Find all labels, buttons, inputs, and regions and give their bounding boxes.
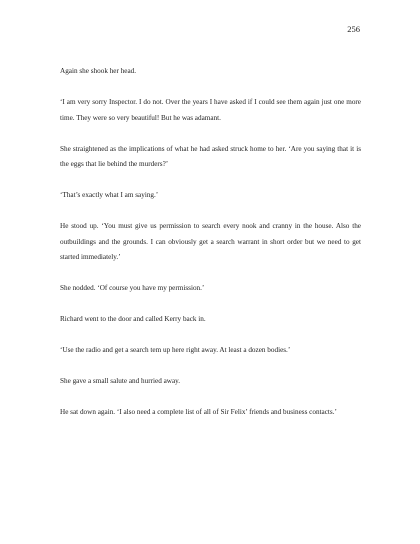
paragraph: He sat down again. ‘I also need a complete list of all of Sir Felix’ friends and business contacts.’: [60, 408, 337, 416]
body-text: [60, 64, 361, 436]
paragraph: She straightened as the implications of what he had asked struck home to her. ‘Are you saying that it is the eggs that lie behind the murders?’: [60, 144, 361, 168]
page-number: 256: [347, 24, 360, 34]
paragraph: She gave a small salute and hurried away.: [60, 377, 181, 385]
paragraph: Richard went to the door and called Kerry back in.: [60, 315, 206, 323]
paragraph: ‘That’s exactly what I am saying.’: [60, 191, 159, 199]
paragraph: He stood up. ‘You must give us permission to search every nook and cranny in the house. Also the outbuildings and the grounds. I can obviously get a search warrant in short order but we need to get started immediately.’: [60, 222, 361, 261]
paragraph: ‘Use the radio and get a search tem up here right away. At least a dozen bodies.’: [60, 346, 291, 354]
paragraph: Again she shook her head.: [60, 67, 137, 75]
paragraph: She nodded. ‘Of course you have my permission.’: [60, 284, 205, 292]
paragraph: ‘I am very sorry Inspector. I do not. Over the years I have asked if I could see them again just one more time. They were so very beautiful! But he was adamant.: [60, 98, 361, 122]
